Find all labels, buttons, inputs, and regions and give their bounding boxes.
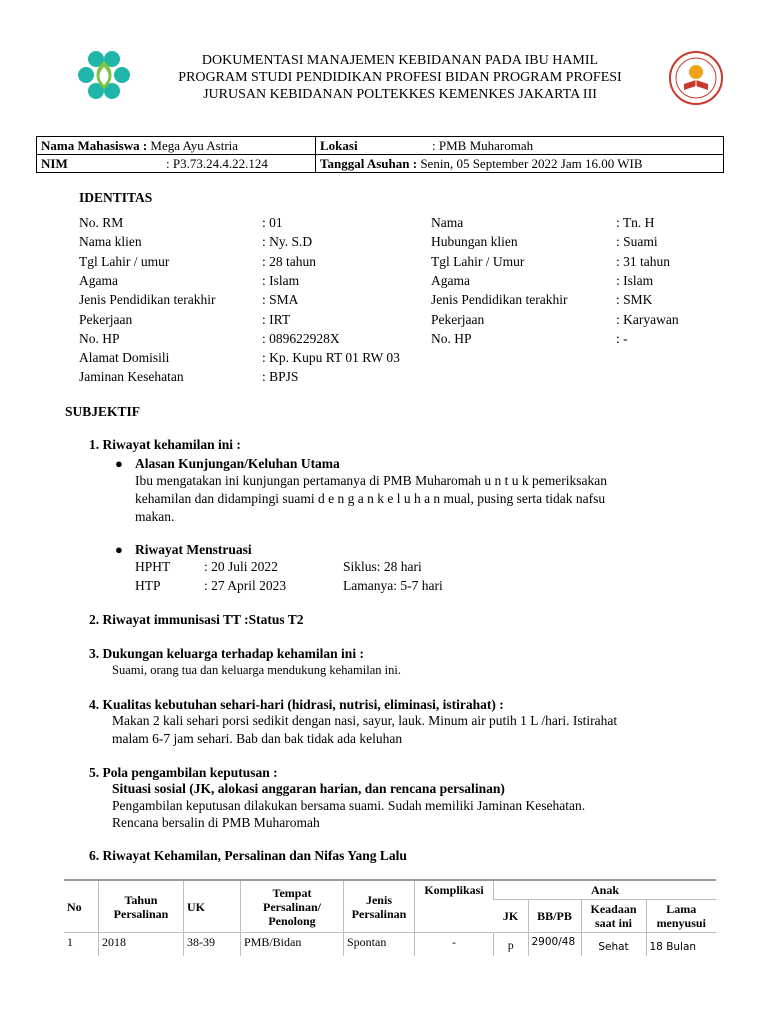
student-name-cell: [37, 137, 316, 155]
subjektif-heading: SUBJEKTIF: [65, 404, 141, 419]
cell-year: 2018: [99, 933, 184, 957]
htp-value: : 27 April 2023: [204, 578, 287, 593]
care-date-value: Senin, 05 September 2022 Jam 16.00 WIB: [417, 156, 643, 171]
section-3-title: 3. Dukungan keluarga terhadap kehamilan ini :: [89, 646, 364, 661]
section-4-line-1: Makan 2 kali sehari porsi sedikit dengan nasi, sayur, lauk. Minum air putih 1 L /hari. Istirahat: [112, 713, 618, 728]
identity-value: : Islam: [262, 273, 300, 288]
section-1-sub-2-title: Riwayat Menstruasi: [135, 542, 252, 557]
identity-value: : -: [616, 331, 628, 346]
bullet-dot-icon: ●: [115, 542, 123, 557]
location-label: Lokasi: [320, 138, 358, 153]
table-header-row: [64, 880, 716, 900]
student-info-table: [36, 136, 724, 173]
identity-label: Jenis Pendidikan terakhir: [431, 292, 568, 307]
cell-no: 1: [64, 933, 99, 957]
identity-label: Agama: [431, 273, 470, 288]
cell-sex: p: [494, 933, 529, 957]
hpht-value: : 20 Juli 2022: [204, 559, 278, 574]
bullet-dot-icon: ●: [115, 456, 123, 471]
identity-value: : Suami: [616, 234, 658, 249]
identity-label: Pekerjaan: [79, 312, 133, 327]
identity-value: : Tn. H: [616, 215, 655, 230]
identity-label: Alamat Domisili: [79, 350, 170, 365]
cell-delivery-type: Spontan: [344, 933, 415, 957]
identity-label: No. HP: [431, 331, 472, 346]
identity-label: Hubungan klien: [431, 234, 518, 249]
identity-label: Tgl Lahir / umur: [79, 254, 170, 269]
col-header-delivery-type: Jenis Persalinan: [344, 880, 415, 933]
student-info-row: [37, 155, 724, 173]
section-1-sub-1-line-2: kehamilan dan didampingi suami d e n g a n k e l u h a n mual, pusing serta tidak nafsu: [135, 491, 606, 506]
cell-place: PMB/Bidan: [241, 933, 344, 957]
cell-complication: -: [415, 933, 494, 957]
section-5-subtitle: Situasi sosial (JK, alokasi anggaran harian, dan rencana persalinan): [112, 781, 505, 796]
table-row: [64, 933, 716, 957]
col-header-uk: UK: [184, 880, 241, 933]
htp-label: HTP: [135, 578, 161, 593]
identity-value: : Karyawan: [616, 312, 679, 327]
section-1-sub-1-line-1: Ibu mengatakan ini kunjungan pertamanya di PMB Muharomah u n t u k pemeriksakan: [135, 473, 608, 488]
col-header-place: Tempat Persalinan/ Penolong: [241, 880, 344, 933]
nim-value: : P3.73.24.4.22.124: [166, 156, 268, 171]
identity-value: : 089622928X: [262, 331, 340, 346]
cell-current-condition: Sehat: [581, 933, 646, 957]
section-2-title: 2. Riwayat immunisasi TT :Status T2: [89, 612, 304, 627]
cycle-value: Siklus: 28 hari: [343, 559, 422, 574]
identity-value: : BPJS: [262, 369, 299, 384]
identity-value: : 01: [262, 215, 283, 230]
cell-uk: 38-39: [184, 933, 241, 957]
section-3-text: Suami, orang tua dan keluarga mendukung kehamilan ini.: [112, 663, 401, 677]
student-info-row: [37, 137, 724, 155]
header-line-3: JURUSAN KEBIDANAN POLTEKKES KEMENKES JAKARTA III: [203, 87, 597, 102]
student-name-value: Mega Ayu Astria: [147, 138, 239, 153]
section-1-title: 1. Riwayat kehamilan ini :: [89, 437, 241, 452]
identity-value: : 31 tahun: [616, 254, 670, 269]
nim-cell: [37, 155, 316, 173]
header-line-1: DOKUMENTASI MANAJEMEN KEBIDANAN PADA IBU HAMIL: [201, 53, 599, 68]
identity-value: : Kp. Kupu RT 01 RW 03: [262, 350, 400, 365]
identity-value: : 28 tahun: [262, 254, 316, 269]
identity-label: Pekerjaan: [431, 312, 485, 327]
col-header-no: No: [64, 880, 99, 933]
col-header-current-condition: Keadaan saat ini: [581, 900, 646, 933]
section-1-sub-1-line-3: makan.: [135, 509, 175, 524]
col-header-year: Tahun Persalinan: [99, 880, 184, 933]
header-line-2: PROGRAM STUDI PENDIDIKAN PROFESI BIDAN PROGRAM PROFESI: [178, 70, 622, 85]
student-name-label: Nama Mahasiswa :: [41, 138, 148, 153]
section-5-title: 5. Pola pengambilan keputusan :: [89, 765, 278, 780]
hpht-label: HPHT: [135, 559, 171, 574]
care-date-cell: [316, 155, 724, 173]
section-5-line-1: Pengambilan keputusan dilakukan bersama suami. Sudah memiliki Jaminan Kesehatan.: [112, 798, 586, 813]
col-header-breastfeeding: Lama menyusui: [646, 900, 716, 933]
identity-value: : Ny. S.D: [262, 234, 313, 249]
identity-label: No. RM: [79, 215, 124, 230]
location-cell: [316, 137, 724, 155]
pregnancy-history-table: [64, 879, 716, 956]
location-value: : PMB Muharomah: [432, 138, 534, 153]
col-header-weight-length: BB/PB: [528, 900, 581, 933]
identity-label: Tgl Lahir / Umur: [431, 254, 525, 269]
cell-breastfeeding: 18 Bulan: [646, 933, 716, 957]
identity-value: : IRT: [262, 312, 291, 327]
section-5-line-2: Rencana bersalin di PMB Muharomah: [112, 815, 320, 830]
section-4-title: 4. Kualitas kebutuhan sehari-hari (hidrasi, nutrisi, eliminasi, istirahat) :: [89, 697, 504, 712]
identitas-heading: IDENTITAS: [79, 190, 153, 205]
poltekkes-emblem-icon: [668, 50, 724, 106]
nim-label: NIM: [41, 156, 68, 171]
cell-weight-length: 2900/48: [528, 933, 581, 957]
document-header: [130, 52, 670, 103]
care-date-label: Tanggal Asuhan :: [320, 156, 418, 171]
identity-value: : Islam: [616, 273, 654, 288]
section-6-title: 6. Riwayat Kehamilan, Persalinan dan Nifas Yang Lalu: [89, 848, 407, 863]
col-header-sex: JK: [494, 900, 529, 933]
identity-label: Jenis Pendidikan terakhir: [79, 292, 216, 307]
section-4-line-2: malam 6-7 jam sehari. Bab dan bak tidak ada keluhan: [112, 731, 403, 746]
kemenkes-logo-icon: [76, 47, 132, 103]
identity-label: Jaminan Kesehatan: [79, 369, 184, 384]
identity-label: Agama: [79, 273, 118, 288]
col-header-complication: Komplikasi: [415, 880, 494, 933]
col-header-child: Anak: [494, 880, 717, 900]
identity-label: No. HP: [79, 331, 120, 346]
identity-label: Nama: [431, 215, 464, 230]
duration-value: Lamanya: 5-7 hari: [343, 578, 443, 593]
identity-label: Nama klien: [79, 234, 142, 249]
identity-value: : SMA: [262, 292, 299, 307]
identity-value: : SMK: [616, 292, 653, 307]
section-1-sub-1-title: Alasan Kunjungan/Keluhan Utama: [135, 456, 340, 471]
